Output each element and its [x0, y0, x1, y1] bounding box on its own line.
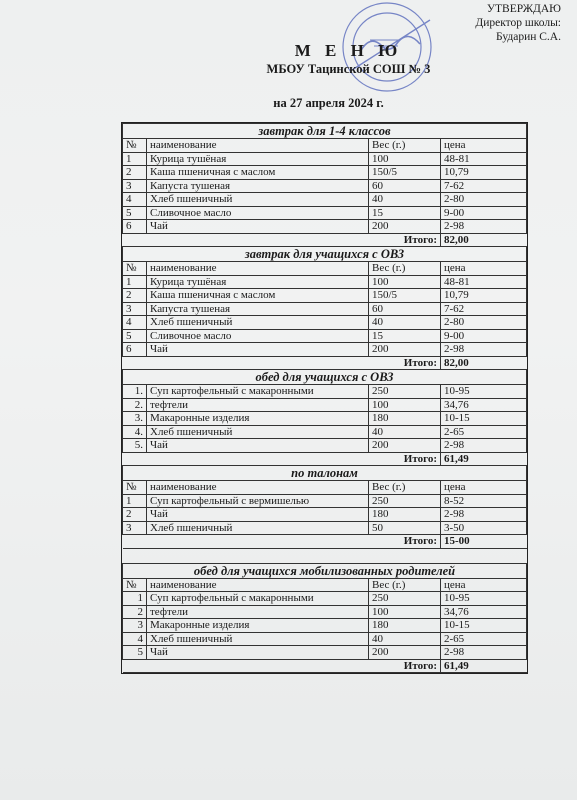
item-name: Макаронные изделия — [147, 619, 369, 633]
section-title-row — [123, 563, 527, 578]
total-row — [123, 452, 527, 466]
item-num: 2 — [123, 508, 147, 522]
column-header-price: цена — [441, 139, 527, 153]
item-weight: 200 — [369, 439, 441, 453]
item-weight: 40 — [369, 425, 441, 439]
column-header-name: наименование — [147, 481, 369, 495]
column-header-num: № — [123, 139, 147, 153]
item-price: 2-65 — [441, 632, 527, 646]
menu-item-row — [123, 508, 527, 522]
item-name: Суп картофельный с вермишелью — [147, 494, 369, 508]
item-price: 2-98 — [441, 439, 527, 453]
column-header-num: № — [123, 262, 147, 276]
section-title: обед для учащихся с ОВЗ — [123, 370, 527, 385]
item-weight: 40 — [369, 632, 441, 646]
menu-item-row — [123, 193, 527, 207]
item-num: 6 — [123, 220, 147, 234]
item-num: 2 — [123, 166, 147, 180]
section-title: обед для учащихся мобилизованных родителей — [123, 563, 527, 578]
item-name: Хлеб пшеничный — [147, 316, 369, 330]
item-num: 3. — [123, 412, 147, 426]
item-name: Капуста тушеная — [147, 179, 369, 193]
item-weight: 200 — [369, 646, 441, 660]
item-name: Хлеб пшеничный — [147, 193, 369, 207]
approval-line-1: УТВЕРЖДАЮ — [486, 3, 561, 15]
item-num: 3 — [123, 619, 147, 633]
item-weight: 100 — [369, 275, 441, 289]
section-title: завтрак для 1-4 классов — [123, 124, 527, 139]
item-weight: 180 — [369, 619, 441, 633]
item-weight: 15 — [369, 329, 441, 343]
column-header-name: наименование — [147, 139, 369, 153]
column-header-weight: Вес (г.) — [369, 139, 441, 153]
total-label: Итого: — [123, 233, 441, 247]
item-num: 6 — [123, 343, 147, 357]
item-name: Макаронные изделия — [147, 412, 369, 426]
item-price: 8-52 — [441, 494, 527, 508]
column-header-weight: Вес (г.) — [369, 262, 441, 276]
menu-date: на 27 апреля 2024 г. — [273, 96, 384, 110]
menu-item-row — [123, 592, 527, 606]
page-title: М Е Н Ю — [294, 41, 403, 60]
menu-item-row — [123, 179, 527, 193]
item-weight: 100 — [369, 605, 441, 619]
item-name: Чай — [147, 220, 369, 234]
section-title-row — [123, 124, 527, 139]
total-label: Итого: — [123, 535, 441, 549]
item-num: 1 — [123, 152, 147, 166]
item-price: 34,76 — [441, 398, 527, 412]
item-name: тефтели — [147, 605, 369, 619]
total-row — [123, 659, 527, 673]
item-name: Капуста тушеная — [147, 302, 369, 316]
column-header-row — [123, 139, 527, 153]
menu-item-row — [123, 329, 527, 343]
column-header-price: цена — [441, 481, 527, 495]
menu-item-row — [123, 152, 527, 166]
item-price: 10,79 — [441, 166, 527, 180]
item-price: 2-80 — [441, 193, 527, 207]
item-weight: 50 — [369, 521, 441, 535]
item-name: Суп картофельный с макаронными — [147, 592, 369, 606]
item-num: 3 — [123, 521, 147, 535]
item-name: Каша пшеничная с маслом — [147, 166, 369, 180]
section-title-row — [123, 370, 527, 385]
item-price: 48-81 — [441, 275, 527, 289]
item-num: 5 — [123, 206, 147, 220]
menu-item-row — [123, 425, 527, 439]
item-price: 10-15 — [441, 412, 527, 426]
item-name: Чай — [147, 508, 369, 522]
menu-item-row — [123, 206, 527, 220]
item-price: 2-98 — [441, 508, 527, 522]
school-name: МБОУ Тацинской СОШ № 3 — [266, 62, 431, 76]
item-weight: 250 — [369, 494, 441, 508]
spacer-cell — [123, 548, 527, 563]
total-value: 15-00 — [441, 535, 527, 549]
item-price: 10-15 — [441, 619, 527, 633]
menu-item-row — [123, 166, 527, 180]
item-name: Курица тушёная — [147, 152, 369, 166]
item-num: 5 — [123, 329, 147, 343]
menu-item-row — [123, 494, 527, 508]
menu-item-row — [123, 289, 527, 303]
menu-item-row — [123, 646, 527, 660]
total-value: 61,49 — [441, 452, 527, 466]
item-name: Хлеб пшеничный — [147, 521, 369, 535]
item-price: 9-00 — [441, 206, 527, 220]
column-header-row — [123, 481, 527, 495]
total-row — [123, 356, 527, 370]
item-weight: 60 — [369, 179, 441, 193]
menu-item-row — [123, 302, 527, 316]
item-weight: 180 — [369, 412, 441, 426]
column-header-num: № — [123, 481, 147, 495]
menu-item-row — [123, 398, 527, 412]
item-weight: 15 — [369, 206, 441, 220]
item-weight: 100 — [369, 398, 441, 412]
item-num: 5. — [123, 439, 147, 453]
item-price: 2-80 — [441, 316, 527, 330]
section-title-row — [123, 247, 527, 262]
item-name: Сливочное масло — [147, 329, 369, 343]
column-header-name: наименование — [147, 262, 369, 276]
item-price: 34,76 — [441, 605, 527, 619]
item-price: 48-81 — [441, 152, 527, 166]
item-price: 10-95 — [441, 592, 527, 606]
column-header-name: наименование — [147, 578, 369, 592]
column-header-weight: Вес (г.) — [369, 481, 441, 495]
item-weight: 250 — [369, 385, 441, 399]
item-price: 7-62 — [441, 179, 527, 193]
item-num: 1 — [123, 494, 147, 508]
approval-line-2: Директор школы: — [475, 17, 561, 29]
column-header-row — [123, 262, 527, 276]
menu-item-row — [123, 275, 527, 289]
item-price: 2-65 — [441, 425, 527, 439]
menu-table — [121, 122, 528, 674]
item-weight: 40 — [369, 193, 441, 207]
item-price: 9-00 — [441, 329, 527, 343]
item-num: 4. — [123, 425, 147, 439]
item-price: 2-98 — [441, 343, 527, 357]
item-price: 3-50 — [441, 521, 527, 535]
item-weight: 180 — [369, 508, 441, 522]
section-spacer — [123, 548, 527, 563]
section-title: по талонам — [123, 466, 527, 481]
item-name: тефтели — [147, 398, 369, 412]
item-num: 4 — [123, 193, 147, 207]
total-row — [123, 233, 527, 247]
item-num: 4 — [123, 632, 147, 646]
item-weight: 150/5 — [369, 166, 441, 180]
total-label: Итого: — [123, 452, 441, 466]
item-num: 3 — [123, 179, 147, 193]
total-value: 82,00 — [441, 356, 527, 370]
item-name: Хлеб пшеничный — [147, 632, 369, 646]
item-name: Суп картофельный с макаронными — [147, 385, 369, 399]
item-num: 2 — [123, 605, 147, 619]
item-name: Чай — [147, 646, 369, 660]
item-price: 2-98 — [441, 220, 527, 234]
menu-item-row — [123, 343, 527, 357]
item-num: 1 — [123, 275, 147, 289]
menu-item-row — [123, 385, 527, 399]
item-name: Чай — [147, 439, 369, 453]
item-num: 1 — [123, 592, 147, 606]
item-weight: 250 — [369, 592, 441, 606]
approval-block — [475, 2, 561, 44]
item-weight: 150/5 — [369, 289, 441, 303]
menu-item-row — [123, 632, 527, 646]
item-name: Чай — [147, 343, 369, 357]
total-label: Итого: — [123, 356, 441, 370]
item-num: 5 — [123, 646, 147, 660]
item-weight: 200 — [369, 343, 441, 357]
column-header-row — [123, 578, 527, 592]
section-title: завтрак для учащихся с ОВЗ — [123, 247, 527, 262]
item-price: 10-95 — [441, 385, 527, 399]
item-price: 2-98 — [441, 646, 527, 660]
total-row — [123, 535, 527, 549]
item-num: 1. — [123, 385, 147, 399]
item-name: Курица тушёная — [147, 275, 369, 289]
total-value: 82,00 — [441, 233, 527, 247]
menu-item-row — [123, 316, 527, 330]
item-name: Каша пшеничная с маслом — [147, 289, 369, 303]
total-label: Итого: — [123, 659, 441, 673]
item-weight: 40 — [369, 316, 441, 330]
menu-item-row — [123, 605, 527, 619]
column-header-num: № — [123, 578, 147, 592]
item-price: 7-62 — [441, 302, 527, 316]
approval-line-3: Бударин С.А. — [496, 31, 561, 43]
item-name: Хлеб пшеничный — [147, 425, 369, 439]
column-header-price: цена — [441, 262, 527, 276]
item-num: 3 — [123, 302, 147, 316]
menu-item-row — [123, 619, 527, 633]
item-weight: 100 — [369, 152, 441, 166]
item-price: 10,79 — [441, 289, 527, 303]
item-num: 4 — [123, 316, 147, 330]
menu-item-row — [123, 220, 527, 234]
item-weight: 60 — [369, 302, 441, 316]
section-title-row — [123, 466, 527, 481]
item-name: Сливочное масло — [147, 206, 369, 220]
item-weight: 200 — [369, 220, 441, 234]
item-num: 2 — [123, 289, 147, 303]
total-value: 61,49 — [441, 659, 527, 673]
menu-item-row — [123, 412, 527, 426]
column-header-price: цена — [441, 578, 527, 592]
column-header-weight: Вес (г.) — [369, 578, 441, 592]
menu-item-row — [123, 439, 527, 453]
item-num: 2. — [123, 398, 147, 412]
menu-item-row — [123, 521, 527, 535]
